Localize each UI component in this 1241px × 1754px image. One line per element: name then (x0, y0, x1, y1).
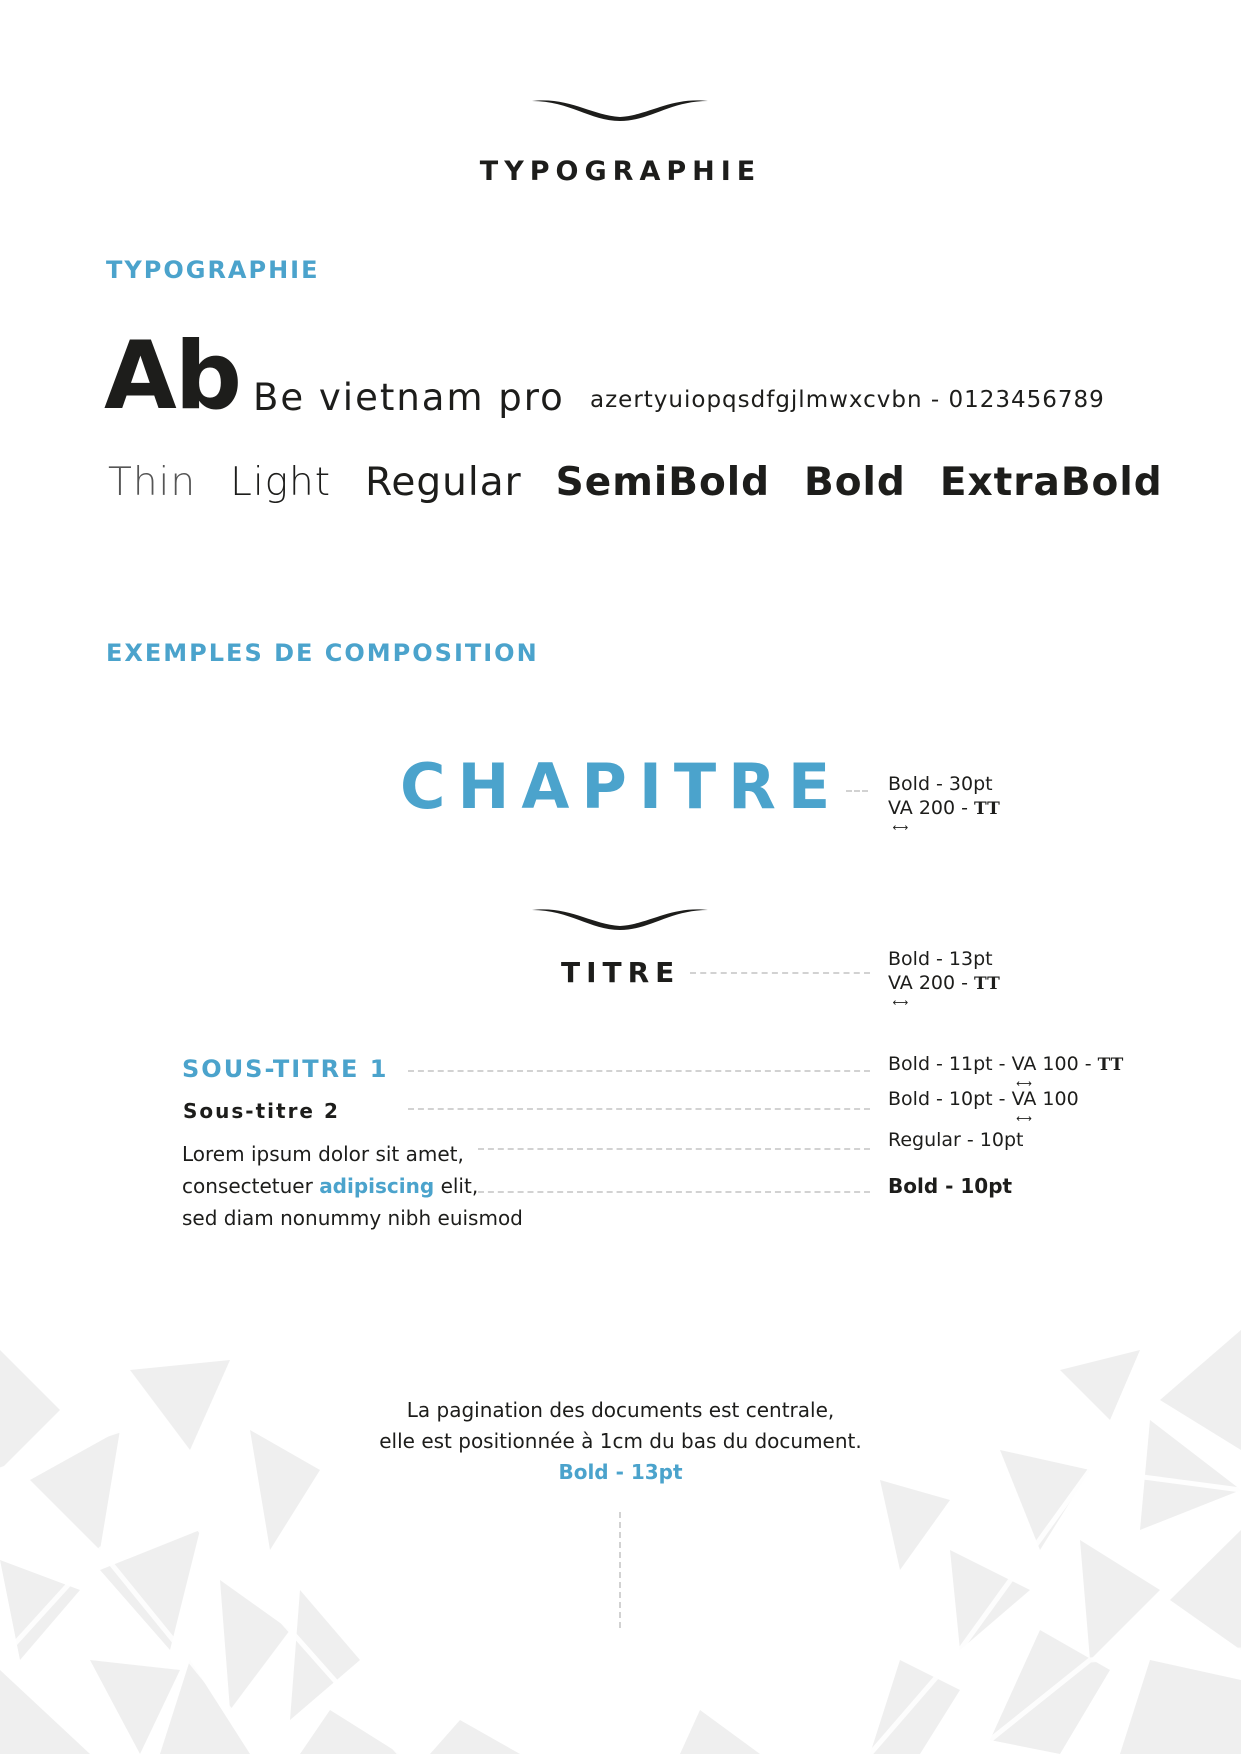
spec-value: 100 - (1042, 1053, 1092, 1075)
kerning-va-icon: VA ⟷ (888, 796, 913, 820)
kerning-va-icon: VA ⟷ (888, 971, 913, 995)
spec-titre (888, 947, 1001, 996)
body-line-2 (182, 1170, 523, 1202)
body-bold-text: adipiscing (319, 1174, 435, 1198)
spec-titre-line2 (888, 971, 1001, 996)
section-label-typographie: TYPOGRAPHIE (106, 256, 320, 284)
spec-sous-titre-2 (888, 1087, 1079, 1111)
font-specimen: Ab (104, 322, 241, 431)
wave-ornament-titre (530, 904, 710, 934)
weight-semibold: SemiBold (555, 460, 771, 505)
uppercase-tt-icon: TT (974, 974, 1001, 994)
sous-titre-2-sample: Sous-titre 2 (183, 1099, 340, 1123)
weight-bold: Bold (804, 460, 906, 505)
uppercase-tt-icon: TT (1097, 1055, 1125, 1075)
leader-line-sous-titre-2 (408, 1108, 870, 1110)
spec-value: 200 - (918, 972, 968, 994)
charset-sample: azertyuiopqsdfgjlmwxcvbn - 0123456789 (590, 387, 1105, 413)
spec-value: Bold - 11pt - (888, 1053, 1006, 1075)
weight-light: Light (230, 460, 332, 505)
body-text: consectetuer (182, 1174, 313, 1198)
spec-regular: Regular - 10pt (888, 1129, 1024, 1151)
sous-titre-1-sample: SOUS-TITRE 1 (182, 1055, 389, 1083)
body-text: elit, (440, 1174, 479, 1198)
pagination-leader-line (619, 1512, 621, 1628)
spec-chapitre (888, 772, 1001, 821)
weight-regular: Regular (365, 460, 522, 505)
leader-line-chapitre (846, 790, 868, 792)
body-text-sample (182, 1138, 523, 1234)
body-line-3: sed diam nonummy nibh euismod (182, 1206, 523, 1230)
pagination-note (0, 1395, 1241, 1488)
leader-line-titre (690, 972, 870, 974)
spec-value: Bold - 10pt - (888, 1088, 1006, 1110)
spec-titre-line1: Bold - 13pt (888, 948, 993, 970)
chapitre-sample: CHAPITRE (400, 750, 843, 823)
titre-sample: TITRE (561, 956, 681, 989)
spec-value: 100 (1042, 1088, 1079, 1110)
page-title: TYPOGRAPHIE (479, 156, 762, 187)
uppercase-tt-icon: TT (974, 799, 1001, 819)
weight-extrabold: ExtraBold (939, 460, 1163, 505)
leader-line-regular (478, 1148, 870, 1150)
leader-line-sous-titre-1 (408, 1070, 870, 1072)
kerning-va-icon: VA ⟷ (1012, 1087, 1037, 1111)
font-name: Be vietnam pro (253, 376, 565, 419)
kerning-va-icon: VA ⟷ (1012, 1052, 1037, 1076)
spec-chapitre-line2 (888, 796, 1001, 821)
weight-thin: Thin (108, 460, 197, 505)
wave-ornament (530, 95, 710, 125)
pagination-note-line2: elle est positionnée à 1cm du bas du document. (379, 1429, 862, 1453)
pagination-note-line1: La pagination des documents est centrale, (406, 1398, 835, 1422)
section-label-composition: EXEMPLES DE COMPOSITION (106, 639, 539, 667)
body-line-1: Lorem ipsum dolor sit amet, (182, 1142, 464, 1166)
leader-line-bold (478, 1191, 870, 1193)
font-weights-row (108, 460, 1197, 505)
spec-sous-titre-1 (888, 1052, 1124, 1077)
spec-bold: Bold - 10pt (888, 1174, 1013, 1198)
spec-value: 200 - (918, 797, 968, 819)
pagination-spec: Bold - 13pt (558, 1460, 683, 1484)
spec-chapitre-line1: Bold - 30pt (888, 773, 993, 795)
